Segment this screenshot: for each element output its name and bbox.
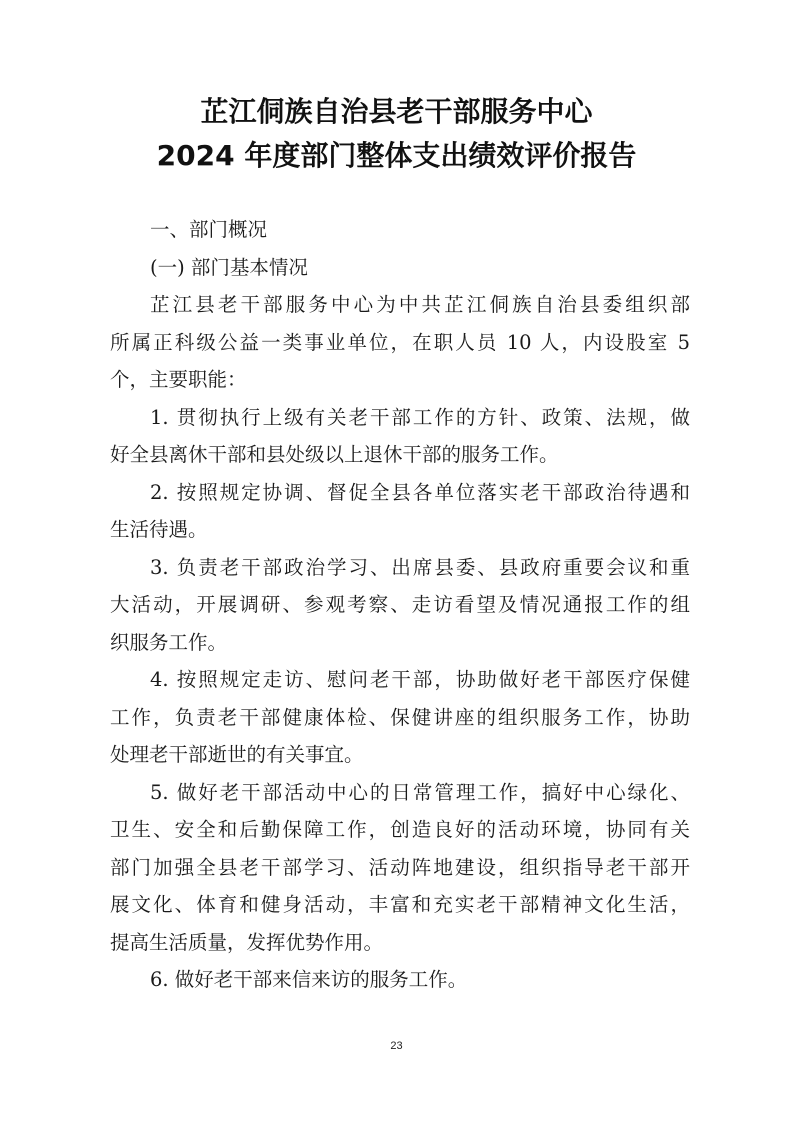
duty-3-line: 3. 负责老干部政治学习、出席县委、县政府重要会议和重 [150, 555, 690, 579]
document-body [110, 211, 690, 999]
duty-1-line: 1. 贯彻执行上级有关老干部工作的方针、政策、法规，做 [150, 405, 690, 429]
document-title [0, 90, 793, 178]
duty-2-line: 生活待遇。 [110, 518, 208, 541]
duty-5-line: 部门加强全县老干部学习、活动阵地建设，组织指导老干部开 [110, 855, 690, 879]
duty-5-line: 5. 做好老干部活动中心的日常管理工作，搞好中心绿化、 [150, 780, 690, 804]
duty-2-line: 2. 按照规定协调、督促全县各单位落实老干部政治待遇和 [150, 480, 690, 504]
duty-5-line: 卫生、安全和后勤保障工作，创造良好的活动环境，协同有关 [110, 818, 690, 841]
duty-5-line: 展文化、体育和健身活动，丰富和充实老干部精神文化生活， [110, 893, 690, 916]
duty-4-line: 处理老干部逝世的有关事宜。 [110, 743, 364, 766]
section-heading: 一、部门概况 [150, 218, 268, 241]
page-number: 23 [390, 1040, 403, 1052]
intro-line: 所属正科级公益一类事业单位，在职人员 10 人，内设股室 5 [110, 330, 690, 354]
duty-4-line: 4. 按照规定走访、慰问老干部，协助做好老干部医疗保健 [150, 668, 690, 691]
duty-3-line: 大活动，开展调研、参观考察、走访看望及情况通报工作的组 [110, 593, 690, 616]
duty-4-line: 工作，负责老干部健康体检、保健讲座的组织服务工作，协助 [110, 705, 690, 729]
duty-1-line: 好全县离休干部和县处级以上退休干部的服务工作。 [110, 443, 559, 466]
subsection-heading: (一) 部门基本情况 [150, 255, 308, 279]
title-line-2: 2024 年度部门整体支出绩效评价报告 [156, 139, 637, 172]
duty-3-line: 织服务工作。 [110, 630, 228, 654]
duty-5-line: 提高生活质量，发挥优势作用。 [110, 930, 384, 954]
title-line-1: 芷江侗族自治县老干部服务中心 [200, 95, 593, 128]
duty-6-line: 6. 做好老干部来信来访的服务工作。 [150, 968, 468, 991]
intro-line: 个，主要职能： [110, 368, 247, 391]
intro-line: 芷江县老干部服务中心为中共芷江侗族自治县委组织部 [150, 293, 690, 316]
